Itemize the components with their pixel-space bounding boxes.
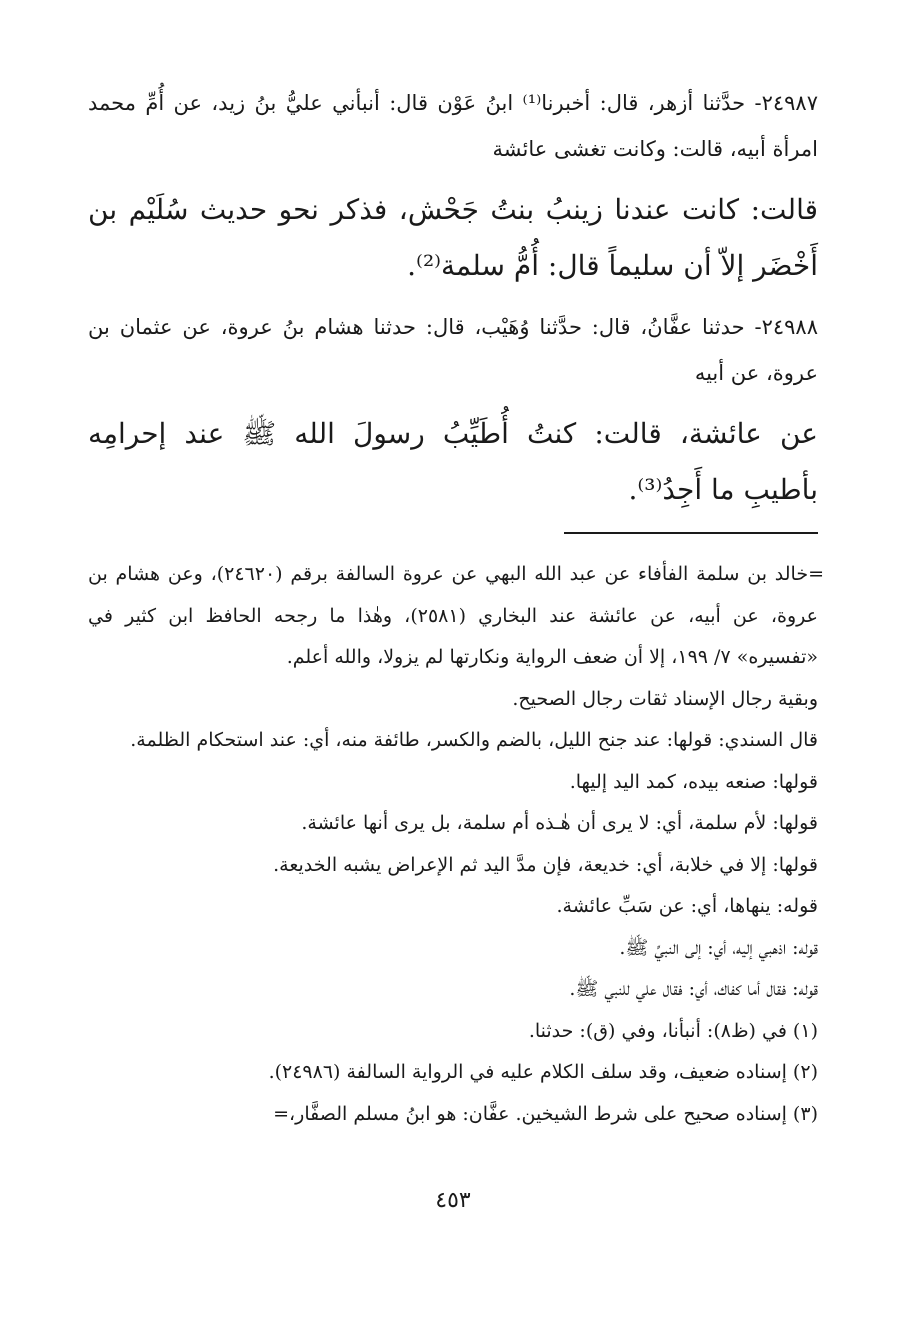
footnote-line: قوله: اذهبي إليه، أي: إلى النبيِّ ﷺ. (619, 936, 818, 959)
footnote-line: قوله: فقال أما كفاك، أي: فقال علي للنبي ﷺ. (569, 978, 818, 1000)
hadith-24987-matn: قالت: كانت عندنا زينبُ بنتُ جَحْش، فذكر نحو حديث سُلَيْم بن أَخْضَر إلاّ أن سليماً قال: أُمُّ سلمة⁽²⁾. (88, 193, 818, 282)
hadith-24987-isnad: ٢٤٩٨٧- حدَّثنا أزهر، قال: أخبرنا⁽¹⁾ ابنُ عَوْن قال: أنبأني عليُّ بنُ زيد، عن أُمِّ محمد امرأة أبيه، قالت: وكانت تغشى عائشة (88, 91, 818, 161)
footnote-line: قولها: لأم سلمة، أي: لا يرى أن هٰـذه أم سلمة، بل يرى أنها عائشة. (301, 812, 818, 834)
footnote-continuation: =خالد بن سلمة الفأفاء عن عبد الله البهي عن عروة السالفة برقم (٢٤٦٢٠)، وعن هشام بن عروة، عن أبيه، عن عائشة عند البخاري (٢٥٨١)، وهٰذا ما رجحه الحافظ ابن كثير في «تفسيره» ٧/ ١٩٩، إلا أن ضعف الرواية ونكارتها لم يزولا، والله أعلم. (88, 563, 824, 668)
hadith-24988-matn: عن عائشة، قالت: كنتُ أُطَيِّبُ رسولَ الله ﷺ عند إحرامِه بأطيبِ ما أَجِدُ⁽³⁾. (88, 417, 818, 506)
page-number: ٤٥٣ (435, 1188, 471, 1213)
footnote-line: قوله: ينهاها، أي: عن سَبِّ عائشة. (556, 895, 818, 917)
footnote-line: قولها: صنعه بيده، كمد اليد إليها. (569, 770, 818, 793)
footnotes (88, 554, 824, 1135)
footnote-separator (564, 532, 818, 534)
hadith-24988-isnad: ٢٤٩٨٨- حدثنا عفَّانُ، قال: حدَّثنا وُهَيْب، قال: حدثنا هشام بنُ عروة، عن عثمان بن عروة، عن أبيه (88, 315, 818, 385)
footnote-1: (١) في (ظ٨): أنبأنا، وفي (ق): حدثنا. (528, 1019, 818, 1042)
footnote-3: (٣) إسناده صحيح على شرط الشيخين. عفَّان: هو ابنُ مسلم الصفَّار،= (273, 1102, 818, 1125)
footnote-line: وبقية رجال الإسناد ثقات رجال الصحيح. (512, 687, 818, 710)
footnote-2: (٢) إسناده ضعيف، وقد سلف الكلام عليه في الرواية السالفة (٢٤٩٨٦). (268, 1061, 818, 1083)
footnote-line: قال السندي: قولها: عند جنح الليل، بالضم والكسر، طائفة منه، أي: عند استحكام الظلمة. (130, 729, 818, 751)
footnote-line: قولها: إلا في خلابة، أي: خديعة، فإن مدَّ اليد ثم الإعراض يشبه الخديعة. (273, 853, 818, 876)
